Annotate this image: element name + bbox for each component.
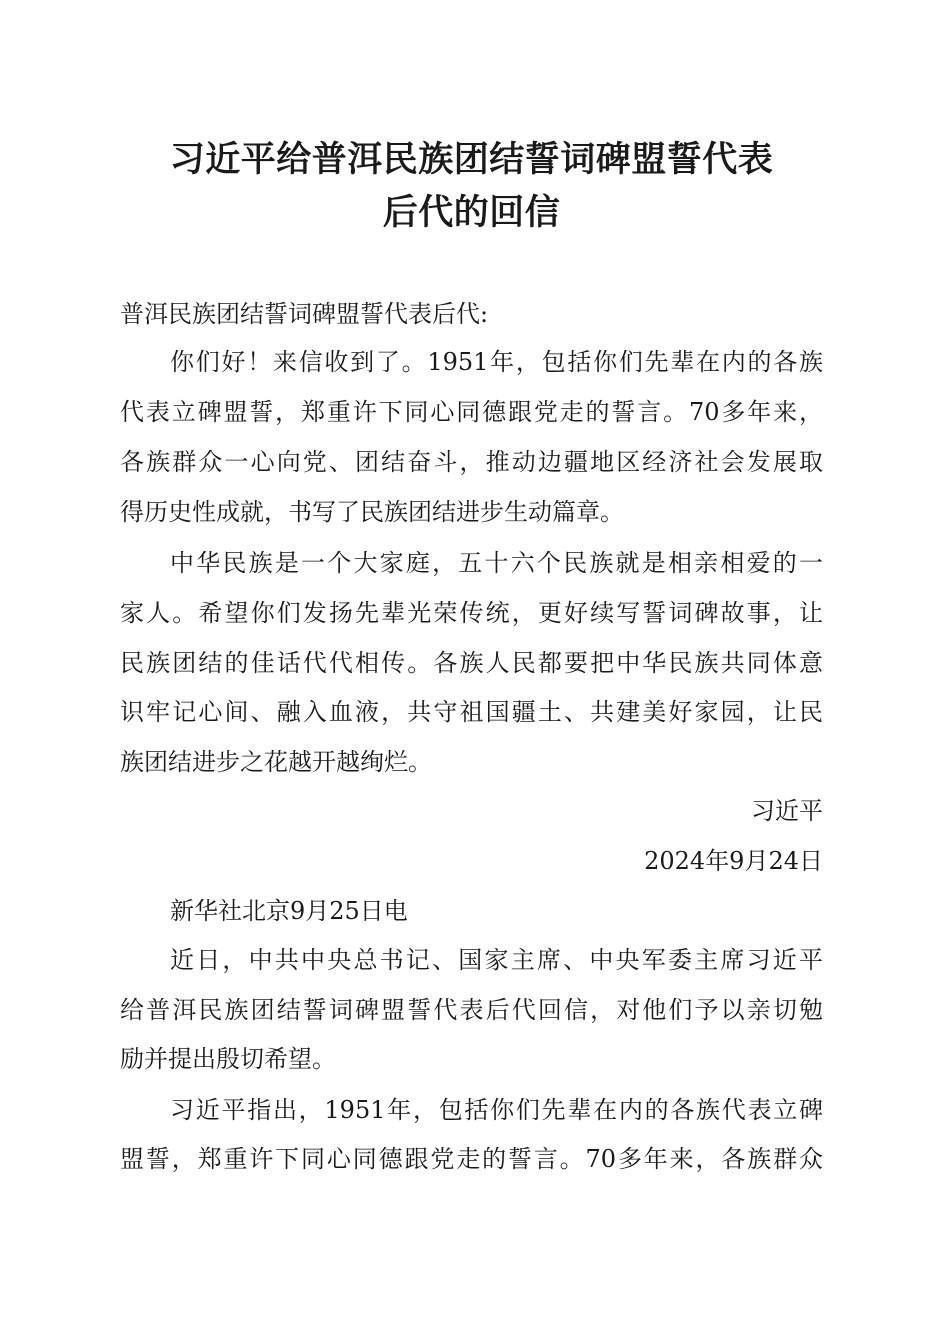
letter-date: 2024年9月24日 bbox=[644, 847, 823, 875]
letter-paragraph-1-line-2: 代表立碑盟誓，郑重许下同心同德跟党走的誓言。70多年来， bbox=[120, 398, 823, 426]
news-paragraph-1-line-3: 励并提出殷切希望。 bbox=[120, 1045, 336, 1073]
news-dateline: 新华社北京9月25日电 bbox=[170, 897, 408, 925]
news-paragraph-2-line-1: 习近平指出，1951年，包括你们先辈在内的各族代表立碑 bbox=[170, 1096, 823, 1124]
letter-paragraph-2-line-1: 中华民族是一个大家庭，五十六个民族就是相亲相爱的一 bbox=[170, 549, 823, 577]
document-title-line-2: 后代的回信 bbox=[382, 192, 561, 233]
letter-signature: 习近平 bbox=[751, 797, 823, 825]
news-paragraph-1-line-2: 给普洱民族团结誓词碑盟誓代表后代回信，对他们予以亲切勉 bbox=[120, 996, 823, 1024]
news-paragraph-2-line-2: 盟誓，郑重许下同心同德跟党走的誓言。70多年来，各族群众 bbox=[120, 1145, 823, 1173]
letter-paragraph-2-line-3: 民族团结的佳话代代相传。各族人民都要把中华民族共同体意 bbox=[120, 649, 823, 677]
letter-paragraph-2-line-2: 家人。希望你们发扬先辈光荣传统，更好续写誓词碑故事，让 bbox=[120, 599, 823, 627]
letter-paragraph-1-line-3: 各族群众一心向党、团结奋斗，推动边疆地区经济社会发展取 bbox=[120, 448, 823, 476]
letter-paragraph-1-line-4: 得历史性成就，书写了民族团结进步生动篇章。 bbox=[120, 498, 624, 526]
letter-paragraph-1-line-1: 你们好！来信收到了。1951年，包括你们先辈在内的各族 bbox=[170, 348, 823, 376]
letter-paragraph-2-line-5: 族团结进步之花越开越绚烂。 bbox=[120, 748, 432, 776]
document-title-line-1: 习近平给普洱民族团结誓词碑盟誓代表 bbox=[169, 139, 774, 180]
news-paragraph-1-line-1: 近日，中共中央总书记、国家主席、中央军委主席习近平 bbox=[170, 946, 823, 974]
letter-salutation: 普洱民族团结誓词碑盟誓代表后代: bbox=[120, 300, 489, 328]
letter-paragraph-2-line-4: 识牢记心间、融入血液，共守祖国疆土、共建美好家园，让民 bbox=[120, 698, 823, 726]
